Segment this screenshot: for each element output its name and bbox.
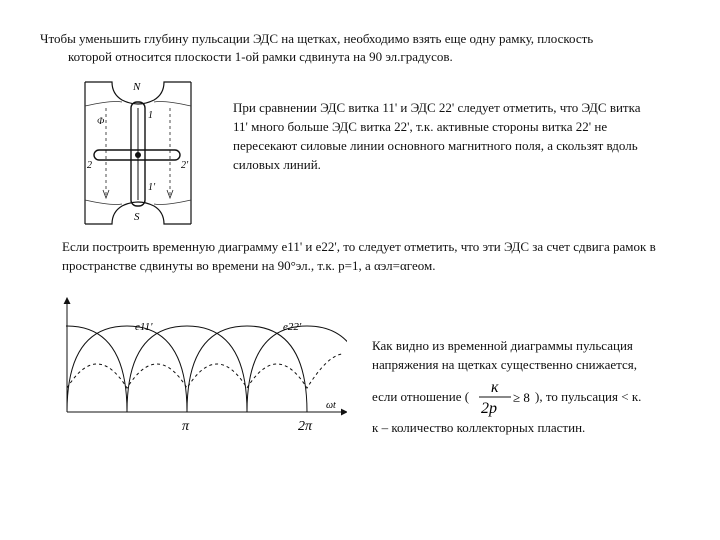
tick-2pi: 2π	[298, 419, 313, 434]
pole-north-label: N	[133, 81, 141, 93]
coil-label-1: 1	[148, 110, 153, 121]
machine-cross-section	[82, 78, 194, 228]
coil-label-1-prime: 1'	[148, 182, 156, 193]
axis-label-wt: ωt	[326, 400, 336, 411]
curve-label-e22: e22'	[283, 321, 302, 333]
ratio-numerator: к	[491, 379, 499, 396]
emf-time-diagram	[55, 292, 355, 440]
diagram-note-paragraph: Если построить временную диаграмму е11' и е22', то следует отметить, что эти ЭДС за счет сдвига рамок в пространстве сдвинуты во времени на 90°эл., т.к. p=1, а αэл=αгеом.	[62, 239, 656, 273]
ratio-condition	[372, 380, 692, 416]
ratio-prefix: если отношение (	[372, 389, 470, 404]
pole-south-label: S	[134, 211, 140, 223]
resulting-emf-curve	[67, 354, 342, 388]
plates-note: к – количество коллекторных пластин.	[372, 420, 586, 435]
curve-label-e11: e11'	[135, 321, 153, 333]
ratio-relation: ≥ 8	[513, 390, 530, 405]
rotor-axis	[135, 152, 141, 158]
comparison-paragraph: При сравнении ЭДС витка 11' и ЭДС 22' следует отметить, что ЭДС витка 11' много больше ЭДС витка 22', т.к. активные стороны витка 22' не пересекают силовые линии основного магнитного поля, а скользят вдоль силовых линий.	[233, 100, 641, 172]
conclusion-paragraph: Как видно из временной диаграммы пульсация напряжения на щетках существенно снижается,	[372, 338, 637, 372]
ratio-suffix: ), то пульсация < к.	[535, 389, 642, 404]
intro-line-1: Чтобы уменьшить глубину пульсации ЭДС на щетках, необходимо взять еще одну рамку, плоскость	[40, 31, 594, 46]
ratio-formula	[475, 378, 533, 418]
flux-label: Ф	[97, 116, 105, 126]
intro-paragraph	[40, 30, 680, 66]
tick-pi: π	[182, 419, 190, 434]
ratio-denominator: 2p	[481, 400, 497, 417]
coil-label-2-prime: 2'	[181, 160, 189, 171]
intro-line-2: которой относится плоскости 1-ой рамки сдвинута на 90 эл.градусов.	[68, 49, 453, 64]
coil-label-2: 2	[87, 160, 92, 171]
